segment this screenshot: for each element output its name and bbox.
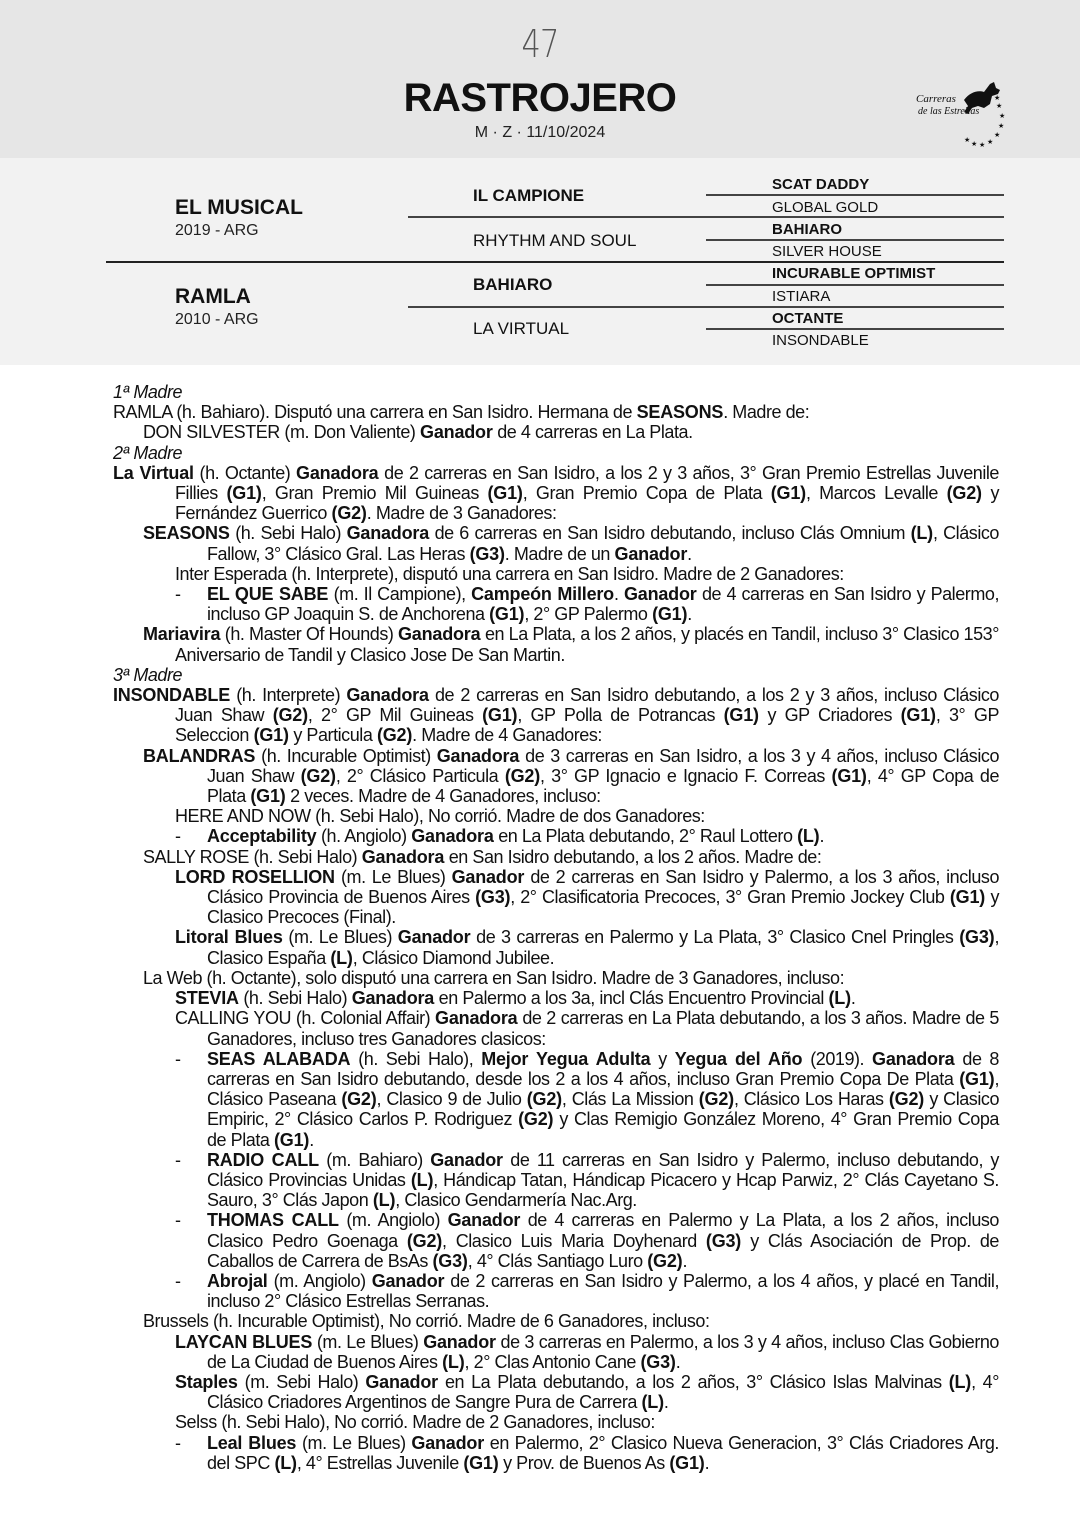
text: , 4° GP Copa de Plata — [207, 765, 1000, 807]
text: , 2° Clas Antonio Cane — [464, 1351, 641, 1372]
bold-text: Mejor Yegua Adulta — [481, 1048, 651, 1069]
bold-text: (G2) — [272, 705, 308, 726]
text: RAMLA (h. Bahiaro). Disputó una carrera en San Isidro. Hermana de — [113, 402, 637, 423]
bold-text: Ganador — [397, 927, 471, 948]
bold-text: (G1) — [669, 1452, 705, 1473]
section-heading — [113, 443, 999, 463]
carreras-de-las-estrellas-logo — [912, 78, 1008, 150]
family-entry — [143, 746, 999, 807]
bold-text: (G2) — [946, 483, 982, 504]
divider — [408, 306, 1004, 308]
svg-text:★: ★ — [964, 136, 971, 144]
sire-year-country: 2019 - ARG — [175, 222, 259, 239]
family-entry — [175, 1412, 999, 1432]
text: , 4° Clásico Criadores Argentinos de Sangre Pura de Carrera — [207, 1371, 999, 1413]
family-entry — [143, 422, 999, 442]
family-entry — [175, 927, 999, 967]
family-entry — [113, 685, 999, 746]
text: de 2 carreras en San Isidro, a los 2 y 3 años, 3° Gran Premio Estrellas Juvenile Fillies — [175, 462, 999, 504]
text: (h. Interprete) — [230, 685, 347, 706]
bold-text: Ganador — [365, 1371, 438, 1392]
text: (h. Sebi Halo) — [238, 988, 352, 1009]
text: , 2° GP Mil Guineas — [307, 705, 483, 726]
horse-name: RASTROJERO — [403, 76, 677, 120]
family-entry — [175, 1271, 999, 1311]
text: . Madre de 3 Ganadores: — [366, 503, 557, 524]
dam-name: RAMLA — [175, 285, 251, 308]
text: en Palermo a los 3a, incl Clás Encuentro Provincial — [434, 988, 829, 1009]
bold-text: (G2) — [518, 1109, 554, 1130]
text: , Clasico Gendarmería Nac.Arg. — [395, 1190, 637, 1211]
ancestor-gen3: OCTANTE — [772, 310, 844, 327]
text: , Clasico España — [207, 927, 999, 968]
text: en Palermo, 2° Clasico Nueva Generacion, 3° Clás Criadores Arg. del SPC — [207, 1432, 999, 1473]
bold-text: Abrojal — [207, 1270, 268, 1291]
bold-text: (G3) — [959, 927, 995, 948]
text: y Clasico Precoces (Final). — [207, 887, 1000, 928]
svg-text:★: ★ — [994, 131, 1001, 139]
bold-text: LORD ROSELLION — [175, 866, 335, 887]
text: , Clásico Fallow, 3° Clásico Gral. Las Heras — [207, 523, 999, 564]
ancestor-gen3: GLOBAL GOLD — [772, 199, 879, 216]
family-entry — [175, 806, 999, 826]
list-dash: - — [175, 1270, 181, 1291]
text: y — [650, 1048, 675, 1069]
text: , 4° Estrellas Juvenile — [296, 1452, 464, 1473]
dam-sire: BAHIARO — [473, 275, 553, 294]
text: de 11 carreras en San Isidro y Palermo, incluso debutando, y Clásico Provincias Unidas — [207, 1149, 999, 1190]
bold-text: (G3) — [432, 1250, 468, 1271]
svg-text:★: ★ — [971, 140, 978, 148]
svg-text:de las Estrellas: de las Estrellas — [918, 106, 980, 117]
text: de 3 carreras en Palermo y La Plata, 3° Clasico Cnel Pringles — [470, 927, 960, 948]
text: , Clasico 9 de Julio — [376, 1089, 527, 1110]
text: CALLING YOU (h. Colonial Affair) — [175, 1008, 436, 1029]
text: (m. Le Blues) — [334, 866, 452, 887]
text: , Clásico Diamond Jubilee. — [352, 947, 555, 968]
bold-text: Ganadora — [346, 523, 430, 544]
text: en La Plata debutando, 2° Raul Lottero — [493, 826, 798, 847]
bold-text: Ganadora — [436, 745, 520, 766]
text: y Particula — [288, 725, 377, 746]
bold-text: (G3) — [475, 887, 511, 908]
divider — [706, 284, 1004, 286]
bold-text: (L) — [910, 523, 933, 544]
bold-text: (G1) — [463, 1452, 499, 1473]
text: (2019). — [802, 1048, 873, 1069]
ancestor-gen3: BAHIARO — [772, 221, 842, 238]
lot-number: 47 — [521, 22, 559, 66]
bold-text: LAYCAN BLUES — [175, 1331, 313, 1352]
text: Brussels (h. Incurable Optimist), No corrió. Madre de 6 Ganadores, incluso: — [143, 1311, 710, 1332]
bold-text: (G1) — [770, 483, 806, 504]
svg-text:★: ★ — [998, 122, 1005, 130]
text: 3ª Madre — [113, 664, 183, 685]
family-entry — [175, 1210, 999, 1271]
text: , 2° GP Palermo — [524, 604, 653, 625]
family-entry — [143, 624, 999, 664]
text: (m. Angiolo) — [338, 1210, 448, 1231]
dam-dam: LA VIRTUAL — [473, 319, 570, 338]
text: (m. Le Blues) — [296, 1432, 412, 1453]
text: . — [663, 1392, 669, 1413]
text: (m. Angiolo) — [267, 1270, 372, 1291]
bold-text: Ganador — [423, 1331, 496, 1352]
family-entry — [175, 1372, 999, 1412]
list-dash: - — [175, 1149, 181, 1170]
ancestor-gen3: INSONDABLE — [772, 332, 869, 349]
bold-text: (G2) — [300, 765, 336, 786]
text: (h. Incurable Optimist) — [255, 745, 437, 766]
text: en La Plata debutando, a los 2 años, 3° Clásico Islas Malvinas — [437, 1371, 949, 1392]
bold-text: (G1) — [250, 786, 286, 807]
list-dash: - — [175, 1210, 181, 1231]
text: (m. Il Campione), — [328, 584, 472, 605]
bold-text: Ganador — [430, 1149, 503, 1170]
text: de 2 carreras en San Isidro y Palermo, a los 3 años, incluso Clásico Provincia de Buenos Aires — [207, 866, 999, 908]
text: . — [613, 584, 624, 605]
bold-text: (G2) — [647, 1250, 683, 1271]
sire-name: EL MUSICAL — [175, 196, 303, 219]
bold-text: Ganadora — [351, 988, 435, 1009]
bold-text: (G2) — [888, 1089, 925, 1110]
divider — [408, 216, 1004, 218]
text: . — [675, 1351, 681, 1372]
bold-text: (G2) — [376, 725, 413, 746]
bold-text: Mariavira — [143, 624, 221, 645]
bold-text: (G2) — [331, 503, 367, 524]
bold-text: (G1) — [274, 1129, 310, 1150]
bold-text: RADIO CALL — [207, 1149, 319, 1170]
text: de 8 carreras en San Isidro debutando, desde los 2 a los 4 años, incluso Gran Premio Copa De Plata — [207, 1048, 999, 1089]
bold-text: INSONDABLE — [113, 685, 231, 706]
bold-text: Ganadora — [411, 826, 494, 847]
bold-text: Ganadora — [398, 624, 481, 645]
text: y Prov. de Buenos As — [498, 1452, 670, 1473]
bold-text: SEAS ALABADA — [207, 1048, 351, 1069]
text: de 2 carreras en San Isidro debutando, a los 2 y 3 años, incluso Clásico Juan Shaw — [175, 685, 999, 726]
bold-text: (G1) — [482, 705, 518, 726]
text: SALLY ROSE (h. Sebi Halo) — [143, 846, 362, 867]
text: DON SILVESTER (m. Don Valiente) — [143, 422, 421, 443]
text: en San Isidro debutando, a los 2 años. Madre de: — [444, 846, 822, 867]
text: Selss (h. Sebi Halo), No corrió. Madre de 2 Ganadores, incluso: — [175, 1412, 655, 1433]
divider — [706, 194, 1004, 196]
text: , 3° GP Ignacio e Ignacio F. Correas — [540, 765, 832, 786]
bold-text: SEASONS — [143, 523, 230, 544]
text: , Clásico Paseana — [207, 1068, 999, 1110]
bold-text: (G1) — [253, 725, 289, 746]
text: , Clasico Luis Maria Doyhenard — [442, 1230, 706, 1251]
bold-text: (G1) — [831, 765, 867, 786]
bold-text: Yegua del Año — [674, 1048, 803, 1069]
ancestor-gen3: ISTIARA — [772, 288, 831, 305]
text: , Gran Premio Mil Guineas — [261, 483, 488, 504]
sire-dam: RHYTHM AND SOUL — [473, 231, 637, 250]
family-entry — [175, 1008, 999, 1048]
bold-text: (L) — [641, 1392, 664, 1413]
text: . — [687, 543, 692, 564]
family-entry — [175, 1433, 999, 1473]
bold-text: Acceptability — [207, 826, 317, 847]
text: y GP Criadores — [758, 705, 901, 726]
bold-text: Ganadora — [872, 1048, 955, 1069]
ancestor-gen3: SILVER HOUSE — [772, 243, 882, 260]
text: . — [850, 988, 856, 1009]
bold-text: (G1) — [723, 705, 759, 726]
list-dash: - — [175, 826, 181, 847]
text: . — [687, 604, 692, 625]
family-notes — [113, 382, 999, 1473]
family-entry — [175, 988, 999, 1008]
bold-text: Ganadora — [361, 846, 445, 867]
text: y Fernández Guerrico — [175, 483, 1000, 524]
bold-text: (G2) — [341, 1089, 377, 1110]
text: . Madre de: — [723, 402, 810, 423]
bold-text: (G1) — [226, 483, 262, 504]
horse-subtitle: M · Z · 11/10/2024 — [474, 124, 606, 141]
bold-text: SEASONS — [636, 402, 724, 423]
svg-text:★: ★ — [979, 141, 986, 149]
text: , 3° GP Seleccion — [175, 705, 1000, 746]
bold-text: (G1) — [489, 604, 525, 625]
svg-text:Carreras: Carreras — [916, 93, 956, 105]
family-entry — [143, 847, 999, 867]
text: 1ª Madre — [113, 382, 183, 402]
bold-text: BALANDRAS — [143, 745, 256, 766]
family-entry — [113, 463, 999, 524]
ancestor-gen3: INCURABLE OPTIMIST — [772, 265, 936, 282]
text: y Clas Remigio González Moreno, 4° Gran Premio Copa de Plata — [207, 1109, 999, 1150]
text: (h. Master Of Hounds) — [220, 624, 398, 645]
bold-text: Ganador — [371, 1270, 445, 1291]
bold-text: (G1) — [959, 1068, 995, 1089]
text: La Web (h. Octante), solo disputó una carrera en San Isidro. Madre de 3 Ganadores, incluso: — [143, 967, 845, 988]
bold-text: (G1) — [949, 887, 986, 908]
list-dash: - — [175, 1048, 181, 1069]
section-heading — [113, 382, 999, 402]
family-entry — [143, 1311, 999, 1331]
family-entry — [175, 1150, 999, 1211]
bold-text: (G2) — [406, 1230, 443, 1251]
family-entry — [175, 867, 999, 928]
bold-text: Ganadora — [435, 1008, 518, 1029]
text: (m. Le Blues) — [312, 1331, 424, 1352]
family-entry — [175, 1332, 999, 1372]
text: de 3 carreras en Palermo, a los 3 y 4 años, incluso Clas Gobierno de La Ciudad de Buenos Aires — [207, 1331, 999, 1372]
text: de 4 carreras en San Isidro y Palermo, incluso GP Joaquin S. de Anchorena — [207, 584, 999, 625]
bold-text: (G2) — [698, 1089, 734, 1110]
text: HERE AND NOW (h. Sebi Halo), No corrió. Madre de dos Ganadores: — [175, 806, 705, 827]
text: Inter Esperada (h. Interprete), disputó una carrera en San Isidro. Madre de 2 Ganadores: — [175, 563, 844, 584]
text: (h. Angiolo) — [316, 826, 412, 847]
divider — [706, 239, 1004, 241]
bold-text: (L) — [372, 1190, 396, 1211]
bold-text: Ganadora — [346, 685, 429, 706]
text: (m. Sebi Halo) — [237, 1371, 366, 1392]
family-entry — [175, 584, 999, 624]
text: , Marcos Levalle — [805, 483, 947, 504]
bold-text: Ganador — [420, 422, 493, 443]
ancestor-gen3: SCAT DADDY — [772, 176, 870, 193]
bold-text: (G1) — [487, 483, 523, 504]
text: de 3 carreras en San Isidro, a los 3 y 4 años, incluso Clásico Juan Shaw — [207, 745, 999, 786]
bold-text: (L) — [442, 1351, 465, 1372]
text: , 4° Clás Santiago Luro — [467, 1250, 648, 1271]
svg-text:★: ★ — [994, 94, 1001, 102]
text: , Clás La Mission — [561, 1089, 699, 1110]
bold-text: Ganador — [614, 543, 688, 564]
bold-text: (G1) — [652, 604, 688, 625]
text: 2ª Madre — [113, 442, 183, 463]
text: , GP Polla de Potrancas — [517, 705, 724, 726]
text: , 2° Clásico Particula — [335, 765, 505, 786]
bold-text: (G3) — [705, 1230, 742, 1251]
text: , 2° Clasificatoria Precoces, 3° Gran Premio Jockey Club — [510, 887, 950, 908]
family-entry — [143, 523, 999, 563]
text: (h. Octante) — [193, 462, 297, 483]
text: y Clasico Empiric, 2° Clásico Carlos P. Rodriguez — [207, 1089, 1000, 1130]
bold-text: Staples — [175, 1371, 238, 1392]
bold-text: (L) — [948, 1371, 972, 1392]
svg-text:★: ★ — [996, 102, 1003, 110]
bold-text: La Virtual — [113, 462, 194, 483]
family-entry — [175, 1049, 999, 1150]
text: (m. Le Blues) — [282, 927, 398, 948]
list-dash: - — [175, 584, 181, 605]
bold-text: Ganador — [447, 1210, 521, 1231]
bold-text: Ganadora — [296, 462, 379, 483]
bold-text: (L) — [828, 988, 851, 1009]
text: . — [309, 1129, 314, 1150]
text: 2 veces. Madre de 4 Ganadores, incluso: — [285, 786, 601, 807]
text: . Madre de 4 Ganadores: — [412, 725, 602, 746]
bold-text: THOMAS CALL — [207, 1210, 339, 1231]
text: , Gran Premio Copa de Plata — [522, 483, 771, 504]
text: y Clás Asociación de Prop. de Caballos de Carrera de BsAs — [207, 1230, 999, 1271]
bold-text: (L) — [797, 826, 820, 847]
text: de 4 carreras en Palermo y La Plata, a los 2 años, incluso Clasico Pedro Goenaga — [207, 1210, 999, 1251]
pedigree-table — [0, 158, 1080, 365]
divider — [706, 328, 1004, 330]
bold-text: Leal Blues — [207, 1432, 297, 1453]
divider — [106, 261, 1004, 263]
dam-year-country: 2010 - ARG — [175, 311, 259, 328]
family-entry — [113, 402, 999, 422]
text: . — [704, 1452, 710, 1473]
bold-text: Campeón Millero — [471, 584, 614, 605]
text: de 2 carreras en La Plata debutando, a los 3 años. Madre de 5 Ganadores, incluso tres Ganadores clasicos: — [207, 1008, 999, 1049]
bold-text: (G3) — [640, 1351, 676, 1372]
bold-text: (L) — [410, 1169, 434, 1190]
bold-text: (G2) — [504, 765, 541, 786]
bold-text: (G1) — [900, 705, 936, 726]
family-entry — [143, 968, 999, 988]
text: , Clásico Los Haras — [733, 1089, 889, 1110]
bold-text: Ganador — [411, 1432, 485, 1453]
text: (m. Bahiaro) — [318, 1149, 431, 1170]
bold-text: Litoral Blues — [175, 927, 283, 948]
bold-text: (G2) — [526, 1089, 562, 1110]
text: de 4 carreras en La Plata. — [492, 422, 693, 443]
family-entry — [175, 826, 999, 846]
sire-sire: IL CAMPIONE — [473, 186, 585, 205]
text: . Madre de un — [504, 543, 615, 564]
bold-text: STEVIA — [175, 988, 239, 1009]
text: . — [819, 826, 825, 847]
text: , Hándicap Tatan, Hándicap Picacero y Hcap Parwiz, 2° Clás Cayetano S. Sauro, 3° Clás Japon — [207, 1169, 999, 1211]
bold-text: (L) — [274, 1452, 297, 1473]
bold-text: (G3) — [469, 543, 505, 564]
text: . — [682, 1250, 687, 1271]
bold-text: (L) — [330, 947, 353, 968]
text: (h. Sebi Halo) — [229, 523, 347, 544]
text: de 2 carreras en San Isidro y Palermo, a los 4 años, y placé en Tandil, incluso 2° Clásico Estrellas Serranas. — [207, 1270, 999, 1312]
svg-text:★: ★ — [999, 112, 1006, 120]
bold-text: EL QUE SABE — [207, 584, 329, 605]
list-dash: - — [175, 1432, 181, 1453]
header-band — [0, 0, 1080, 158]
family-entry — [175, 564, 999, 584]
bold-text: Ganador — [451, 866, 525, 887]
bold-text: Ganador — [623, 584, 697, 605]
text: (h. Sebi Halo), — [350, 1048, 482, 1069]
section-heading — [113, 665, 999, 685]
svg-text:★: ★ — [987, 138, 994, 146]
text: de 6 carreras en San Isidro debutando, incluso Clás Omnium — [429, 523, 911, 544]
text: en La Plata, a los 2 años, y placés en Tandil, incluso 3° Clasico 153° Aniversario de Tandil y Clasico Jose De San Martin. — [175, 624, 999, 665]
